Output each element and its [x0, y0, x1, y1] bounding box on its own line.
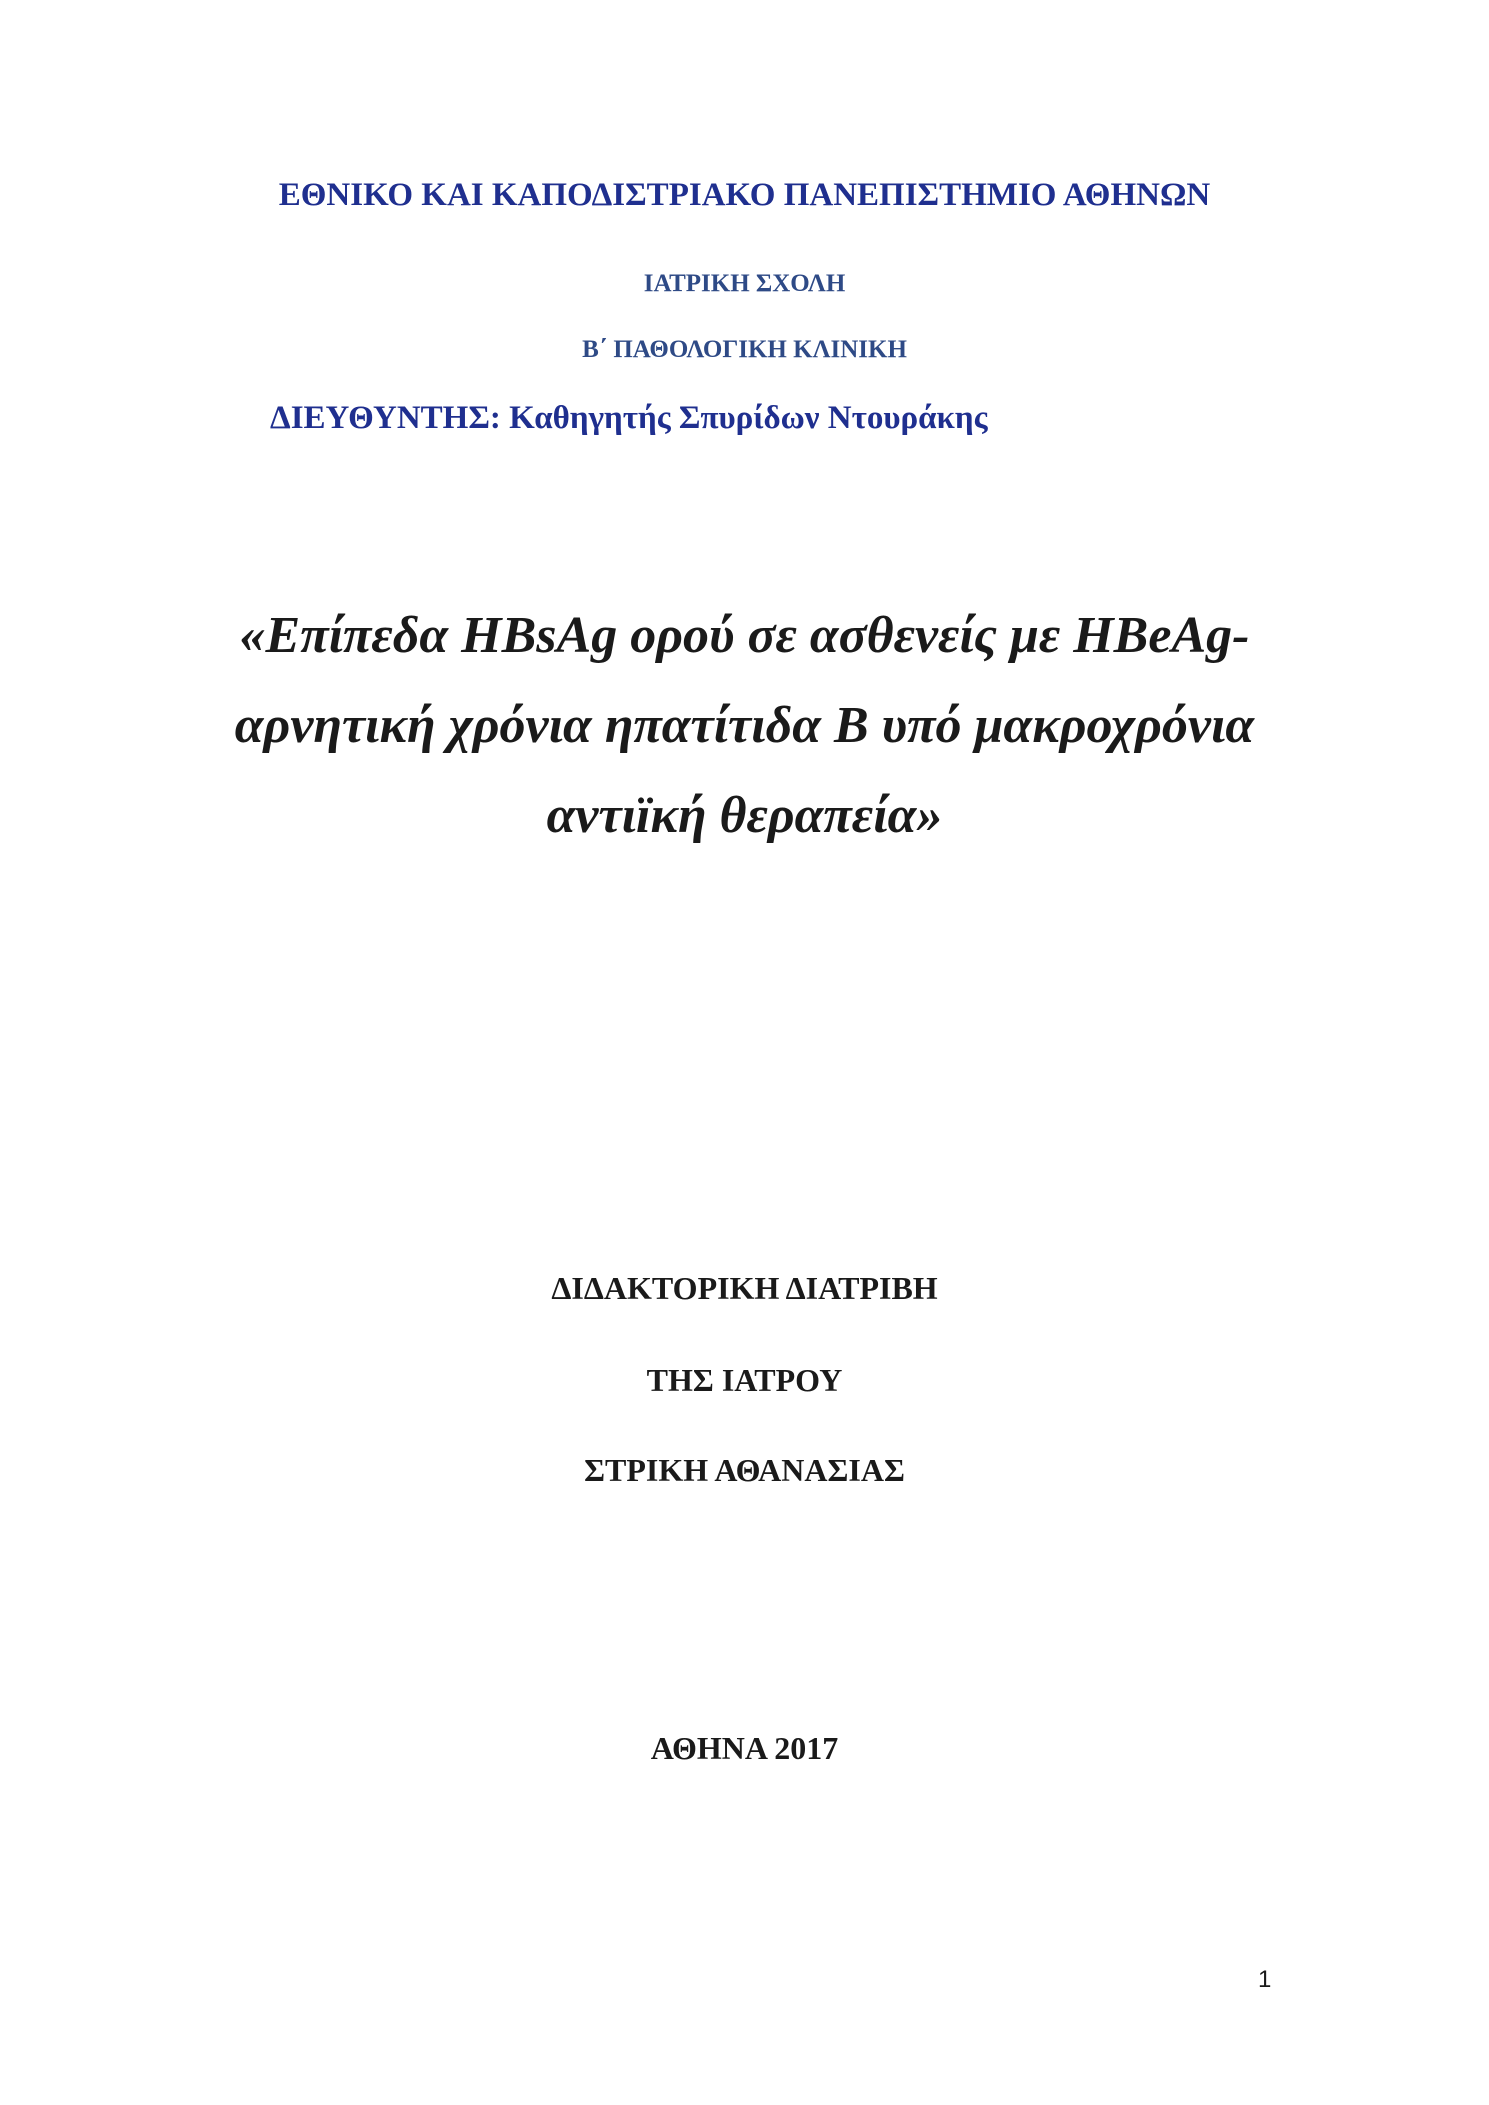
school-name: ΙΑΤΡΙΚΗ ΣΧΟΛΗ	[643, 270, 846, 297]
university-name: ΕΘΝΙΚΟ ΚΑΙ ΚΑΠΟΔΙΣΤΡΙΑΚΟ ΠΑΝΕΠΙΣΤΗΜΙΟ ΑΘΗΝΩΝ	[278, 177, 1211, 213]
thesis-of: ΤΗΣ ΙΑΤΡΟΥ	[646, 1362, 843, 1398]
thesis-title-line-3: αντιϊκή θεραπεία»	[546, 787, 943, 844]
page-number: 1	[1258, 1966, 1272, 1993]
director-line: ΔΙΕΥΘΥΝΤΗΣ: Καθηγητής Σπυρίδων Ντουράκης	[270, 400, 988, 436]
thesis-type: ΔΙΔΑΚΤΟΡΙΚΗ ΔΙΑΤΡΙΒΗ	[551, 1270, 938, 1306]
thesis-title-line-2: αρνητική χρόνια ηπατίτιδα Β υπό μακροχρόνια	[234, 697, 1255, 754]
author-name: ΣΤΡΙΚΗ ΑΘΑΝΑΣΙΑΣ	[584, 1452, 905, 1488]
place-year: ΑΘΗΝΑ 2017	[650, 1730, 839, 1766]
clinic-name: Β΄ ΠΑΘΟΛΟΓΙΚΗ ΚΛΙΝΙΚΗ	[582, 336, 907, 363]
thesis-title-line-1: «Επίπεδα HBsAg ορού σε ασθενείς με HBeAg-	[239, 607, 1250, 664]
